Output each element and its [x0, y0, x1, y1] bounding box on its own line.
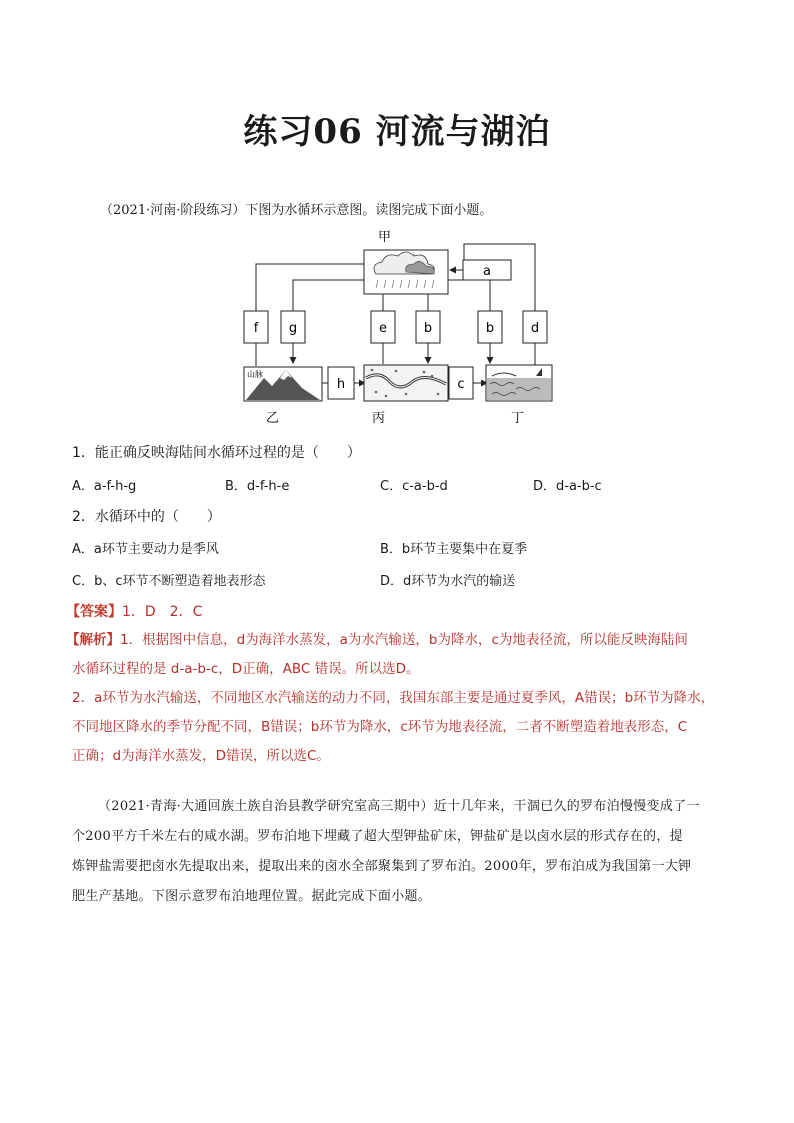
q2-option-a: A．a环节主要动力是季风 — [72, 542, 219, 557]
label-e: e — [379, 321, 387, 336]
label-d: d — [530, 321, 540, 336]
next-q-line2: 个200平方千米左右的咸水湖。罗布泊地下埋藏了超大型钾盐矿床，钾盐矿是以卤水层的形式存在的，提 — [72, 829, 683, 844]
analysis-p2-line2: 不同地区降水的季节分配不同，B错误；b环节为降水，c环节为地表径流，二者不断塑造着地表形态，C — [72, 719, 688, 735]
q1-stem: 1．能正确反映海陆间水循环过程的是（ ） — [72, 445, 361, 461]
next-q-line1: （2021·青海·大通回族土族自治县教学研究室高三期中）近十几年来，干涸已久的罗布泊慢慢变成了一 — [98, 799, 700, 814]
answer-text: 1．D 2．C — [122, 604, 203, 620]
ocean-icon — [486, 365, 552, 401]
label-g: g — [288, 321, 298, 336]
analysis-p2-line1: 2．a环节为水汽输送，不同地区水汽输送的动力不同，我国东部主要是通过夏季风，A错误；b环节为降水， — [72, 690, 715, 706]
water-cycle-diagram — [236, 226, 566, 428]
label-b-2: b — [485, 321, 495, 336]
label-bing: 丙 — [372, 411, 386, 426]
label-a: a — [483, 264, 491, 279]
label-ding: 丁 — [511, 411, 525, 426]
land-river-icon — [364, 365, 448, 401]
analysis-block — [66, 626, 736, 771]
label-mountain: 山脉 — [247, 370, 263, 379]
analysis-p1-line2: 水循环过程的是 d-a-b-c，D正确，ABC 错误。所以选D。 — [72, 661, 420, 677]
next-q-line4: 肥生产基地。下图示意罗布泊地理位置。据此完成下面小题。 — [72, 889, 432, 904]
next-question-intro — [72, 792, 742, 912]
label-yi: 乙 — [266, 411, 280, 426]
q1-option-b: B．d-f-h-e — [225, 479, 290, 494]
label-b-1: b — [423, 321, 433, 336]
analysis-tag: 【解析】 — [66, 632, 120, 648]
q2-option-c: C．b、c环节不断塑造着地表形态 — [72, 574, 266, 589]
q1-option-a: A．a-f-h-g — [72, 479, 137, 494]
analysis-p2-line3: 正确；d为海洋水蒸发，D错误，所以选C。 — [72, 748, 330, 764]
answer-tag: 【答案】 — [66, 604, 122, 620]
cloud-rain-icon — [374, 252, 434, 288]
page-title: 练习06 河流与湖泊 — [243, 112, 551, 152]
q1-option-c: C．c-a-b-d — [380, 479, 448, 494]
q2-option-d: D．d环节为水汽的输送 — [380, 574, 516, 589]
label-jia: 甲 — [378, 230, 392, 245]
q2-option-b: B．b环节主要集中在夏季 — [380, 542, 528, 557]
label-c: c — [457, 377, 465, 392]
label-f: f — [253, 321, 259, 336]
label-h: h — [336, 377, 346, 392]
next-q-line3: 炼钾盐需要把卤水先提取出来，提取出来的卤水全部聚集到了罗布泊。2000年，罗布泊成为我国第一大钾 — [72, 859, 692, 874]
answer-line — [66, 601, 202, 621]
q1-option-d: D．d-a-b-c — [533, 479, 602, 494]
analysis-p1-line1: 1．根据图中信息，d为海洋水蒸发，a为水汽输送，b为降水，c为地表径流，所以能反映海陆间 — [120, 632, 688, 648]
q2-stem: 2．水循环中的（ ） — [72, 509, 221, 525]
question-intro: （2021·河南·阶段练习）下图为水循环示意图。读图完成下面小题。 — [100, 203, 493, 218]
